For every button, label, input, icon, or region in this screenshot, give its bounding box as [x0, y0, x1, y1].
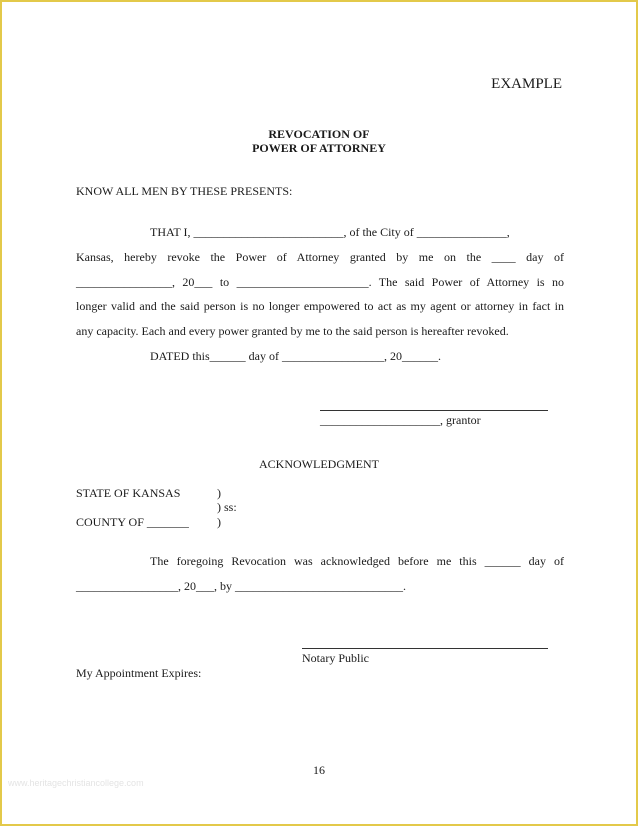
body-line-5: any capacity. Each and every power granted by me to the said person is hereafter revoked.: [76, 324, 509, 338]
body-line-3: ________________, 20___ to ______________________. The said Power of Attorney is no: [76, 275, 564, 289]
acknowledgment-line-1: The foregoing Revocation was acknowledged before me this ______ day of: [150, 554, 564, 568]
body-line-4: longer valid and the said person is no longer empowered to act as my agent or attorney in fact in: [76, 299, 564, 313]
appointment-expires-label: My Appointment Expires:: [76, 666, 202, 680]
grantor-label: ____________________, grantor: [320, 413, 481, 427]
intro-text: KNOW ALL MEN BY THESE PRESENTS:: [76, 184, 293, 198]
notary-label: Notary Public: [302, 651, 369, 665]
acknowledgment-title: ACKNOWLEDGMENT: [259, 457, 379, 471]
acknowledgment-line-2: _________________, 20___, by ____________________________.: [76, 579, 406, 593]
grantor-signature-line: [320, 410, 548, 411]
body-line-1: THAT I, _________________________, of the City of _______________,: [150, 225, 510, 239]
notary-signature-line: [302, 648, 548, 649]
dated-line: DATED this______ day of _________________, 20______.: [150, 349, 441, 363]
state-label: STATE OF KANSAS: [76, 486, 181, 500]
paren-ss: ) ss:: [217, 500, 237, 514]
paren-bottom: ): [217, 515, 221, 529]
body-line-2: Kansas, hereby revoke the Power of Attorney granted by me on the ____ day of: [76, 250, 564, 264]
county-label: COUNTY OF _______: [76, 515, 189, 529]
watermark: www.heritagechristiancollege.com: [8, 778, 144, 788]
title-line-2: POWER OF ATTORNEY: [252, 141, 386, 155]
title-line-1: REVOCATION OF: [268, 127, 370, 141]
page-number: 16: [313, 763, 325, 777]
example-label: EXAMPLE: [491, 76, 562, 92]
paren-top: ): [217, 486, 221, 500]
